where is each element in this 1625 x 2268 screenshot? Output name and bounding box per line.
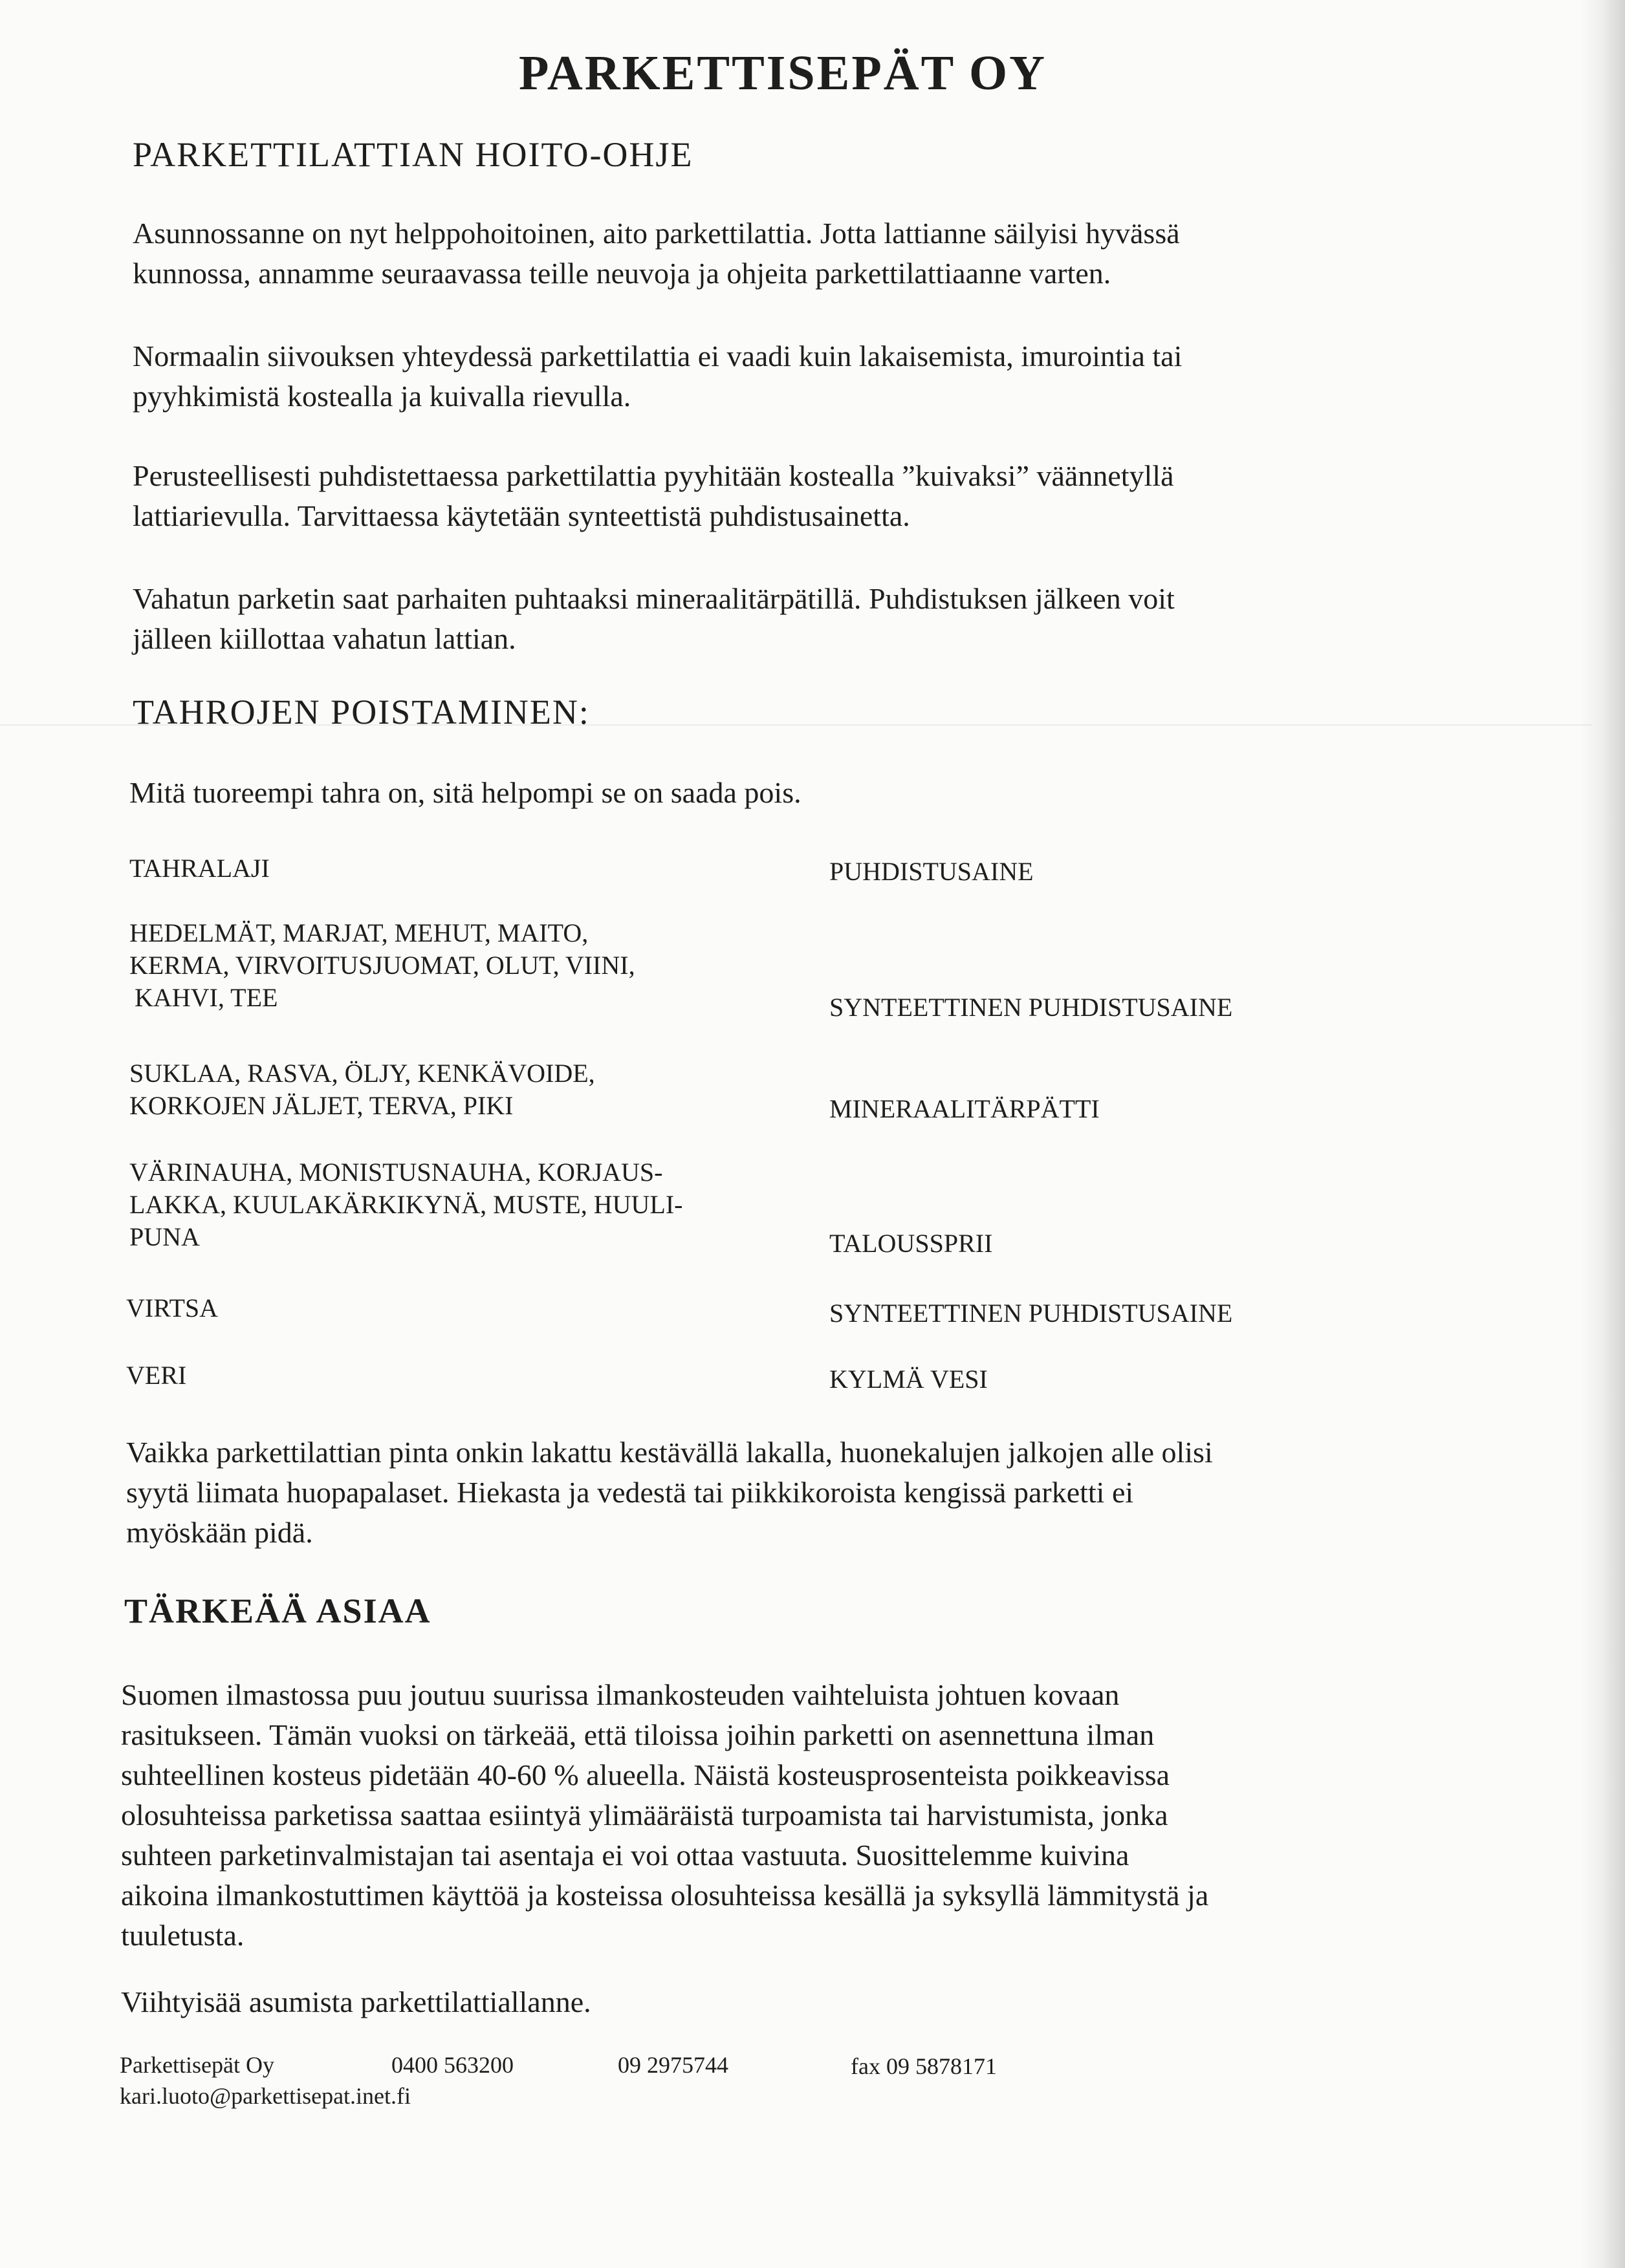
- stain-cell: VIRTSA: [126, 1293, 219, 1323]
- text-line: Normaalin siivouksen yhteydessä parkettilattia ei vaadi kuin lakaisemista, imurointia tai: [133, 340, 1183, 373]
- important-paragraph: [121, 1675, 1208, 1956]
- text-line: Suomen ilmastossa puu joutuu suurissa ilmankosteuden vaihteluista johtuen kovaan: [121, 1678, 1120, 1711]
- text-line: olosuhteissa parketissa saattaa esiintyä ylimääräistä turpoamista tai harvistumista, jonka: [121, 1798, 1168, 1831]
- footer-email: kari.luoto@parkettisepat.inet.fi: [120, 2083, 411, 2109]
- stain-cell: VERI: [126, 1361, 187, 1390]
- text-line: Perusteellisesti puhdistettaessa parkettilattia pyyhitään kostealla ”kuivaksi” väännetyllä: [133, 459, 1174, 492]
- footer-phone: 09 2975744: [618, 2052, 728, 2078]
- cleaner-cell: MINERAALITÄRPÄTTI: [829, 1094, 1100, 1123]
- company-title: PARKETTISEPÄT OY: [519, 46, 1047, 100]
- cleaner-cell: TALOUSSPRII: [829, 1229, 993, 1258]
- cleaner-column-header: PUHDISTUSAINE: [829, 857, 1034, 886]
- text-line: suhteellinen kosteus pidetään 40-60 % alueella. Näistä kosteusprosenteista poikkeavissa: [121, 1758, 1170, 1791]
- closing-line: Viihtyisää asumista parkettilattiallanne.: [121, 1985, 591, 2018]
- text-line: Asunnossanne on nyt helppohoitoinen, aito parkettilattia. Jotta lattianne säilyisi hyvässä: [133, 217, 1180, 250]
- important-heading: TÄRKEÄÄ ASIAA: [124, 1592, 431, 1630]
- stains-intro: Mitä tuoreempi tahra on, sitä helpompi se on saada pois.: [129, 776, 802, 809]
- text-line: myöskään pidä.: [126, 1516, 313, 1549]
- text-line: kunnossa, annamme seuraavassa teille neuvoja ja ohjeita parkettilattiaanne varten.: [133, 257, 1111, 290]
- intro-paragraph: [133, 213, 1180, 294]
- text-line: Vahatun parketin saat parhaiten puhtaaksi mineraalitärpätillä. Puhdistuksen jälkeen voit: [133, 582, 1175, 615]
- stains-heading: TAHROJEN POISTAMINEN:: [133, 693, 590, 731]
- text-line: jälleen kiillottaa vahatun lattian.: [133, 622, 516, 655]
- text-line: Vaikka parkettilattian pinta onkin lakattu kestävällä lakalla, huonekalujen jalkojen alle olisi: [126, 1436, 1213, 1469]
- text-line: pyyhkimistä kostealla ja kuivalla rievulla.: [133, 380, 631, 413]
- footer-fax: fax 09 5878171: [851, 2053, 997, 2079]
- stain-line: SUKLAA, RASVA, ÖLJY, KENKÄVOIDE,: [129, 1059, 595, 1088]
- text-line: rasitukseen. Tämän vuoksi on tärkeää, että tiloissa joihin parketti on asennettuna ilman: [121, 1718, 1155, 1751]
- stain-line: VÄRINAUHA, MONISTUSNAUHA, KORJAUS-: [129, 1158, 663, 1187]
- stain-column-header: TAHRALAJI: [129, 854, 270, 883]
- stain-cell: [129, 1156, 682, 1253]
- stain-line: PUNA: [129, 1222, 200, 1251]
- text-line: lattiarievulla. Tarvittaessa käytetään synteettistä puhdistusainetta.: [133, 499, 910, 532]
- text-line: aikoina ilmankostuttimen käyttöä ja kosteissa olosuhteissa kesällä ja syksyllä lämmitystä ja: [121, 1879, 1209, 1912]
- furniture-paragraph: [126, 1432, 1213, 1553]
- text-line: suhteen parketinvalmistajan tai asentaja ei voi ottaa vastuuta. Suosittelemme kuivina: [121, 1839, 1129, 1872]
- scan-page-edge: [1580, 0, 1625, 2268]
- stain-line: HEDELMÄT, MARJAT, MEHUT, MAITO,: [129, 918, 589, 947]
- cleaner-cell: SYNTEETTINEN PUHDISTUSAINE: [829, 1299, 1233, 1328]
- stain-cell: [129, 917, 635, 1014]
- wax-paragraph: [133, 579, 1175, 659]
- stain-line: KORKOJEN JÄLJET, TERVA, PIKI: [129, 1091, 514, 1120]
- thorough-cleaning-paragraph: [133, 456, 1174, 536]
- stain-cell: [129, 1057, 595, 1122]
- stain-line: KAHVI, TEE: [135, 983, 278, 1012]
- cleaner-cell: KYLMÄ VESI: [829, 1365, 988, 1394]
- stain-line: KERMA, VIRVOITUSJUOMAT, OLUT, VIINI,: [129, 951, 635, 980]
- cleaner-cell: SYNTEETTINEN PUHDISTUSAINE: [829, 993, 1233, 1022]
- stain-line: LAKKA, KUULAKÄRKIKYNÄ, MUSTE, HUULI-: [129, 1190, 683, 1219]
- footer-phone-mobile: 0400 563200: [391, 2052, 514, 2078]
- document-subtitle: PARKETTILATTIAN HOITO-OHJE: [133, 135, 693, 174]
- text-line: syytä liimata huopapalaset. Hiekasta ja vedestä tai piikkikoroista kengissä parketti ei: [126, 1476, 1134, 1509]
- cleaning-paragraph: [133, 336, 1182, 416]
- text-line: tuuletusta.: [121, 1919, 245, 1952]
- footer-company: Parkettisepät Oy: [120, 2052, 274, 2078]
